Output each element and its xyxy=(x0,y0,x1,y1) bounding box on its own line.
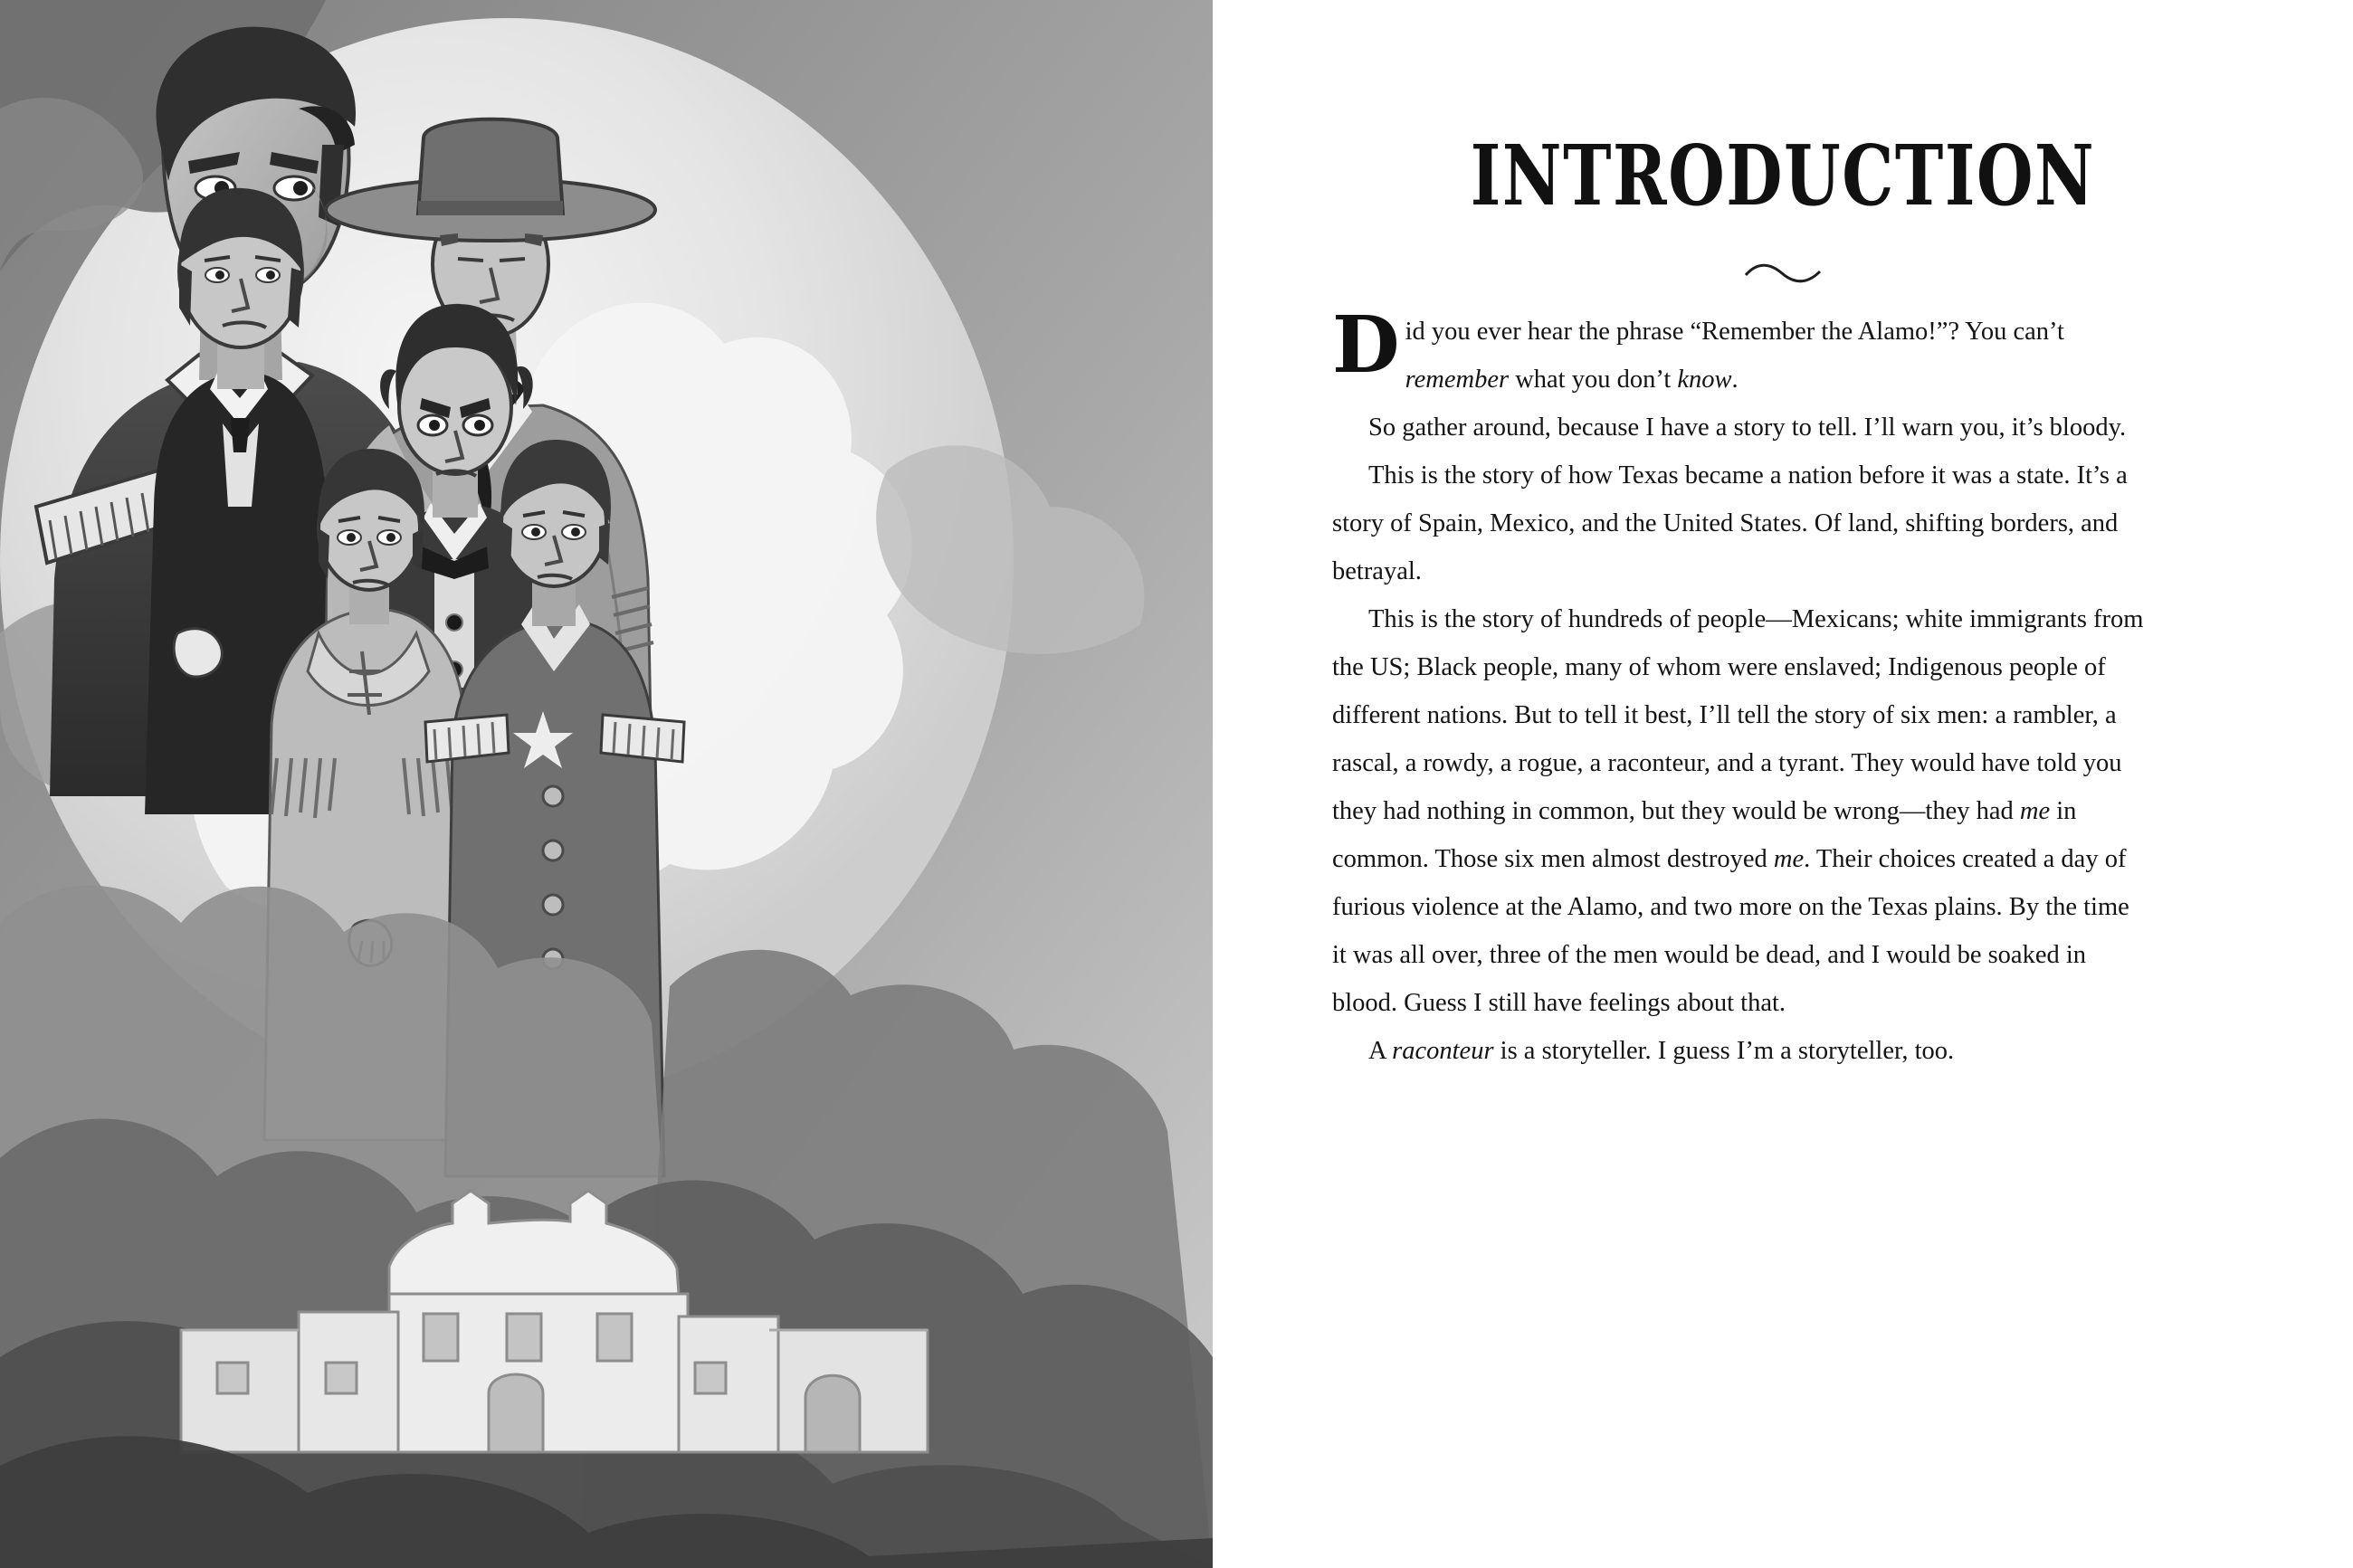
paragraph-1: Did you ever hear the phrase “Remember the Alamo!”? You can’t remember what you don’t know. xyxy=(1332,299,2064,394)
epaulette-left-officer xyxy=(425,715,509,762)
paragraph-4: This is the story of hundreds of people—Mexicans; white immigrants from the US; Black people, many of whom were enslaved; Indigenous people of different nations. But to tell it best, I’ll tell the story of six men: a rambler, a rascal, a rowdy, a rogue, a raconteur, and a tyrant. They would have told you they had nothing in common, but they would be wrong—they had me in common. Those six men almost destroyed me. Their choices created a day of furious violence at the Alamo, and two more on the Texas plains. By the time it was all over, three of the men would be dead, and I would be soaked in blood. Guess I still have feelings about that. xyxy=(1332,605,2144,1017)
right-text-page xyxy=(1213,0,2353,1568)
wave-rule-ornament xyxy=(1742,261,1824,284)
introduction-body xyxy=(1332,299,2147,1075)
drop-cap: D xyxy=(1332,299,1400,391)
page-title: INTRODUCTION xyxy=(1470,127,2096,224)
paragraph-5: A raconteur is a storyteller. I guess I’m a storyteller, too. xyxy=(1368,1037,1955,1065)
paragraph-3: This is the story of how Texas became a nation before it was a state. It’s a story of Spain, Mexico, and the United States. Of land, shifting borders, and betrayal. xyxy=(1332,461,2128,585)
paragraph-2: So gather around, because I have a story to tell. I’ll warn you, it’s bloody. xyxy=(1368,413,2127,442)
epaulette-right-officer xyxy=(601,715,684,762)
